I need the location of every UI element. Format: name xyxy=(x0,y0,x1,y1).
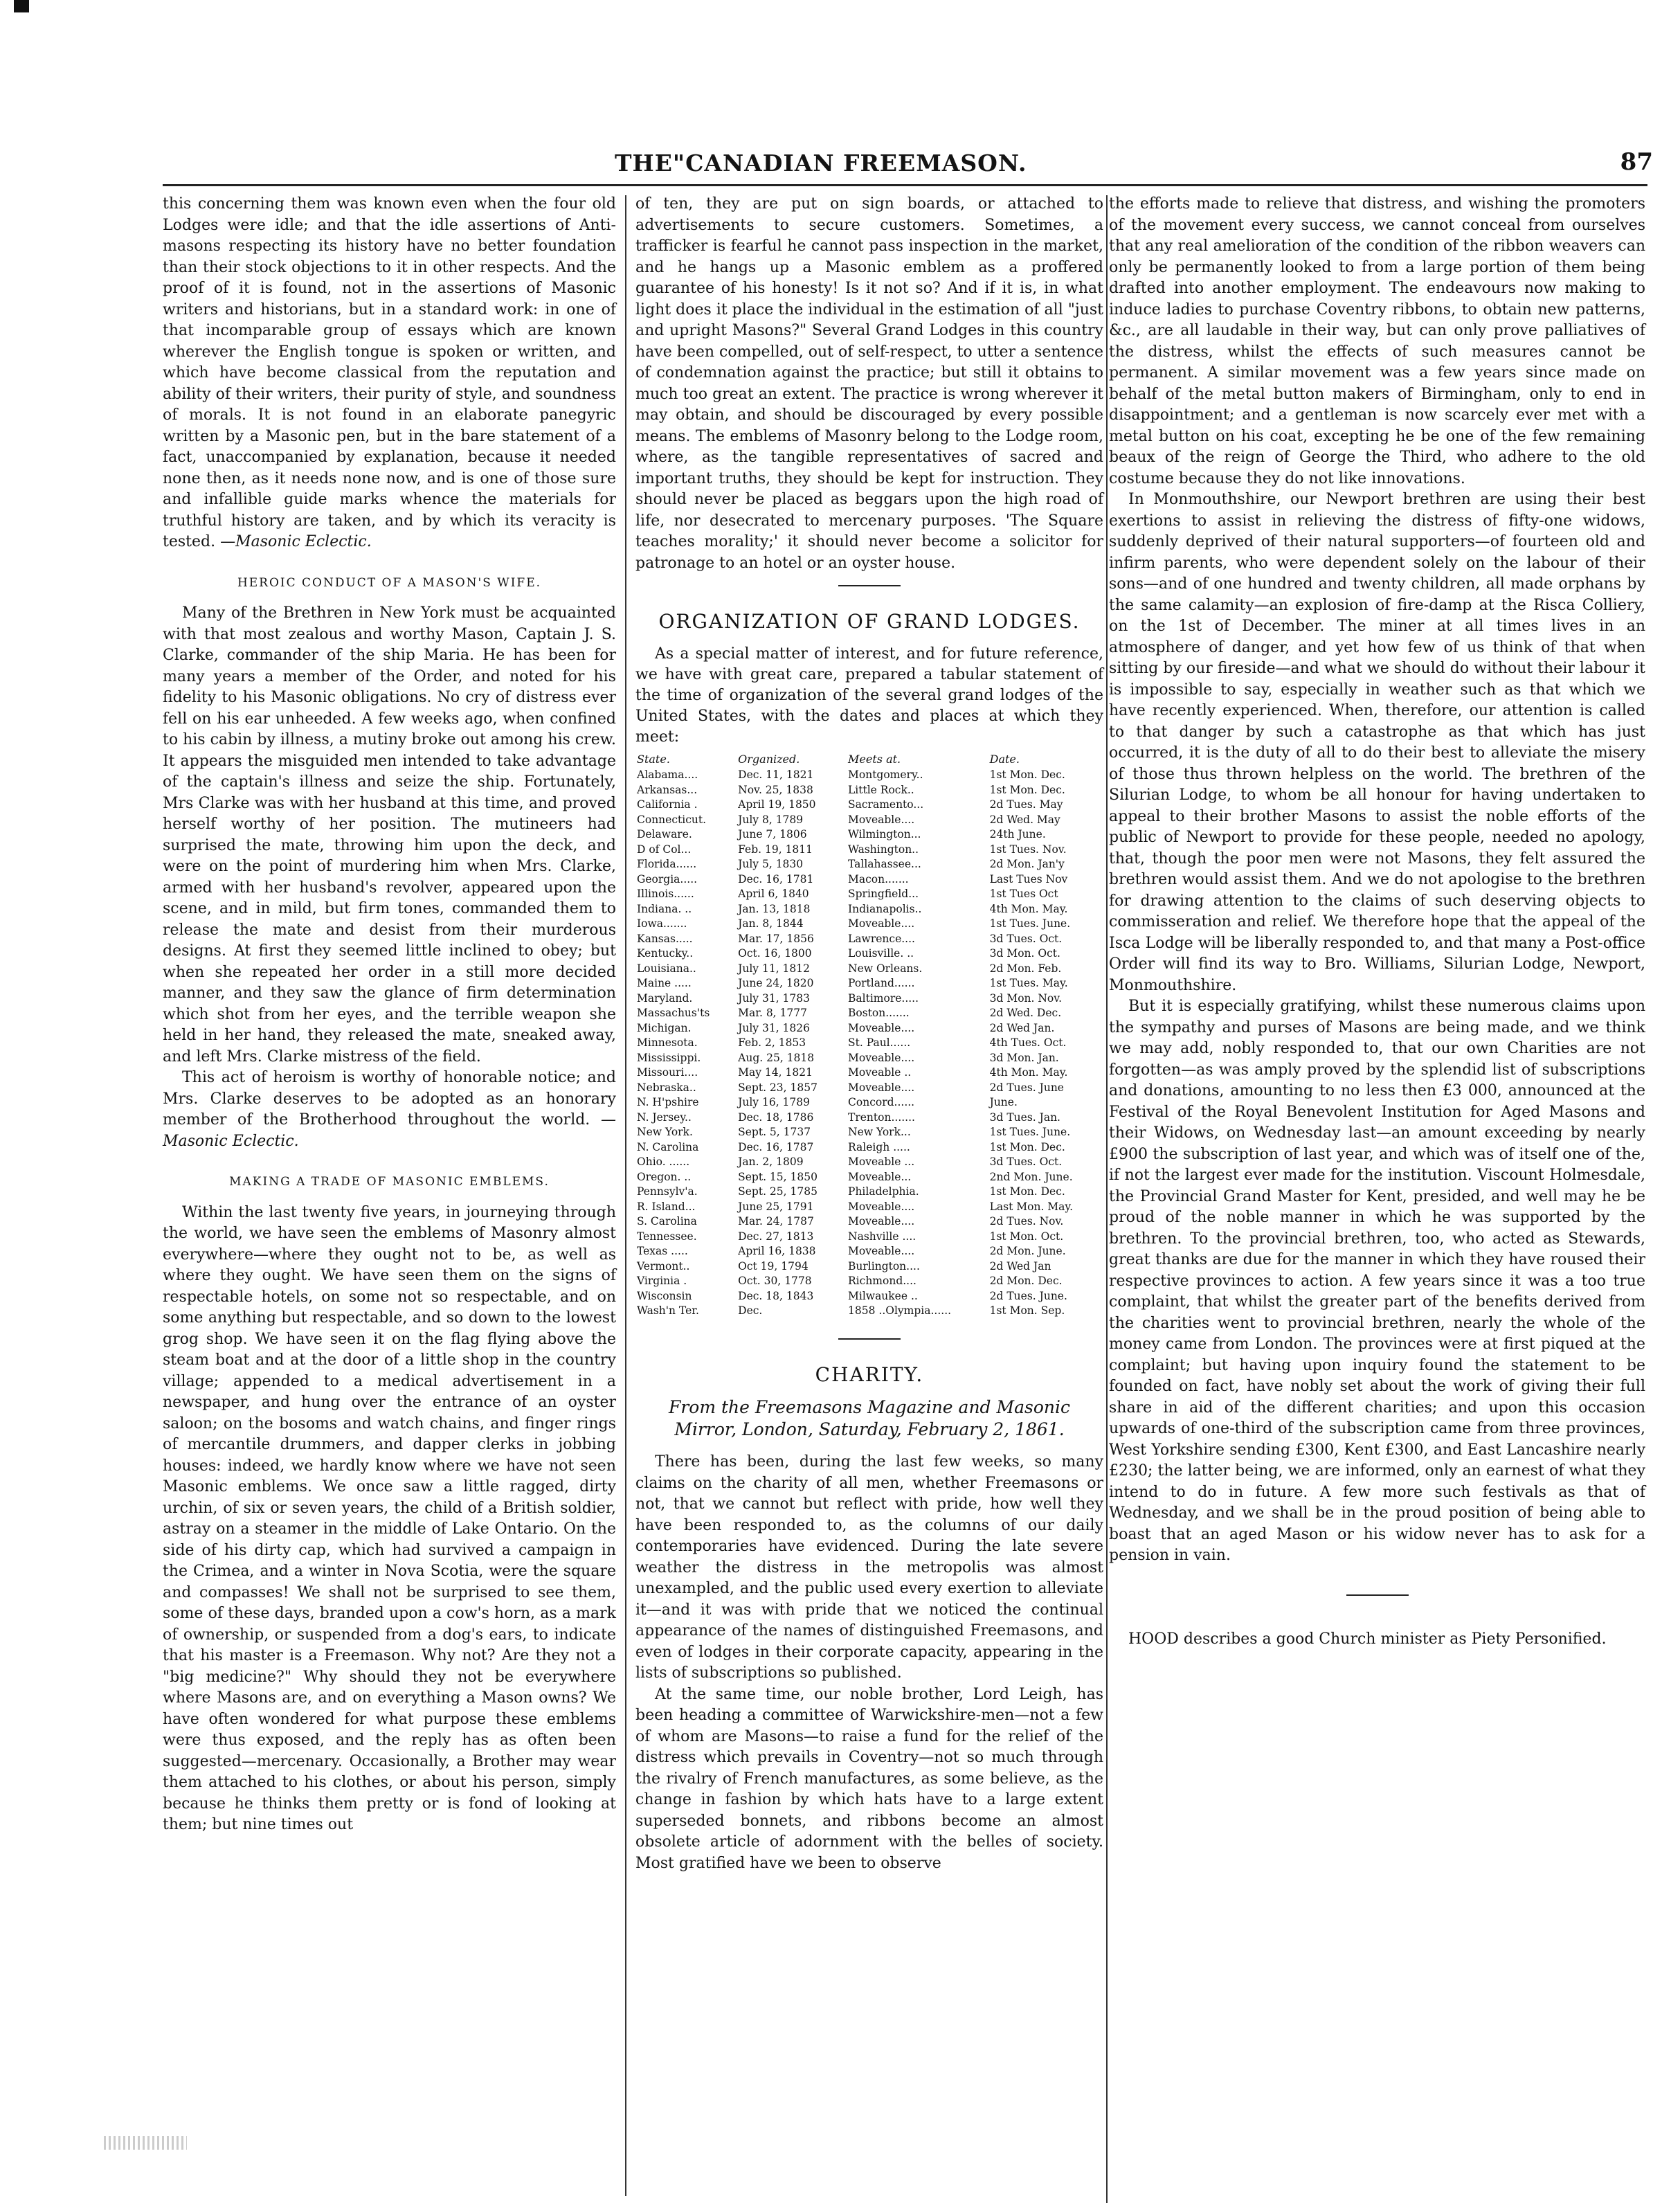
table-cell: St. Paul...... xyxy=(848,1036,911,1049)
table-cell: Little Rock.. xyxy=(848,783,914,796)
paragraph: the efforts made to relieve that distress, and wishing the promoters of the movement every success, we cannot conceal from ourselves that any real amelioration of the condition of the ribbon weavers can only be permanently looked to from a large portion of them being drafted into another employment. The endeavours now making to induce ladies to purchase Coventry ribbons, to obtain new patterns, &c., are all laudable in their way, but can only prove palliatives of the distress, whilst the effects of such measures cannot be permanent. A similar movement was a few years since made on behalf of the metal button makers of Birmingham, only to end in disappointment; and a gentleman is now scarcely ever met with a metal button on his coat, excepting he be one of the few remaining beaux of the reign of George the Third, who adhere to the old costume because they do not like innovations. xyxy=(1109,195,1645,487)
table-cell: Nashville .... xyxy=(848,1230,916,1243)
table-cell: Richmond.... xyxy=(848,1275,916,1287)
printer-mark xyxy=(14,0,29,12)
table-cell: Wash'n Ter. xyxy=(637,1304,699,1317)
table-cell: Dec. 16, 1787 xyxy=(738,1140,814,1153)
table-row xyxy=(635,1095,1103,1111)
table-cell: Illinois...... xyxy=(637,888,694,900)
table-row xyxy=(635,1289,1103,1304)
table-cell: 2d Mon. Feb. xyxy=(989,962,1062,975)
table-cell: Sept. 25, 1785 xyxy=(738,1185,818,1198)
section-heading: MAKING A TRADE OF MASONIC EMBLEMS. xyxy=(229,1175,550,1189)
table-cell: Washington.. xyxy=(848,843,919,856)
table-cell: Montgomery.. xyxy=(848,768,923,781)
table-cell: 3d Mon. Jan. xyxy=(989,1051,1059,1064)
table-cell: Iowa....... xyxy=(637,917,687,930)
table-row xyxy=(635,1170,1103,1185)
table-cell: New Orleans. xyxy=(848,962,923,975)
table-row xyxy=(635,798,1103,813)
table-cell: 2d Wed Jan xyxy=(989,1259,1051,1273)
table-cell: Dec. 18, 1786 xyxy=(738,1111,814,1124)
table-cell: Vermont.. xyxy=(637,1259,690,1273)
table-cell: Tennessee. xyxy=(637,1230,697,1243)
section-divider xyxy=(838,1338,901,1340)
table-cell: April 6, 1840 xyxy=(738,888,809,900)
table-row xyxy=(635,783,1103,798)
paragraph: There has been, during the last few weeks, so many claims on the charity of all men, whether Freemasons or not, that we cannot but reflect with pride, how well they have been responded to, as the columns of our daily contemporaries have evidenced. During the late severe weather the distress in the metropolis was almost unexampled, and the public used every exertion to alleviate it—and it was with pride that we noticed the continual appearance of the names of distinguished Freemasons, and even of lodges in their corporate capacity, appearing in the lists of subscriptions so published. xyxy=(635,1453,1103,1682)
table-row xyxy=(635,1111,1103,1126)
table-row xyxy=(635,887,1103,902)
table-cell: 2d Wed. Dec. xyxy=(989,1007,1062,1019)
table-cell: June 24, 1820 xyxy=(738,977,814,989)
table-row xyxy=(635,1304,1103,1319)
table-cell: Wisconsin xyxy=(637,1289,692,1302)
table-cell: Connecticut. xyxy=(637,813,707,826)
table-cell: 1st Mon. Dec. xyxy=(989,1140,1065,1153)
table-cell: Lawrence.... xyxy=(848,932,915,945)
table-header-row xyxy=(635,752,1103,768)
paragraph: At the same time, our noble brother, Lord Leigh, has been heading a committee of Warwickshire-men—not a few of whom are Masons—to raise a fund for the relief of the distress which prevails in Coventry—not so much through the rivalry of French manufactures, as some believe, as the change in fashion by which hats have to a large extent superseded bonnets, and ribbons become an almost obsolete article of adornment with the belles of society. Most gratified have we been to observe xyxy=(635,1685,1103,1872)
table-cell: 2d Tues. June xyxy=(989,1081,1064,1094)
table-cell: Feb. 2, 1853 xyxy=(738,1036,806,1049)
table-cell: Georgia..... xyxy=(637,872,698,885)
running-title: THE"CANADIAN FREEMASON. xyxy=(615,150,1027,177)
table-cell: Wilmington... xyxy=(848,828,921,840)
page-header xyxy=(615,150,1653,177)
table-cell: Florida...... xyxy=(637,858,697,870)
table-cell: June. xyxy=(989,1096,1018,1108)
table-cell: 3d Mon. Oct. xyxy=(989,947,1060,960)
page-number: 87 xyxy=(1620,148,1653,176)
table-cell: California . xyxy=(637,798,698,811)
table-cell: Concord...... xyxy=(848,1096,915,1108)
table-row xyxy=(635,1259,1103,1275)
table-cell: Moveable... xyxy=(848,1170,912,1183)
table-row xyxy=(635,917,1103,932)
table-cell: 1st Tues. May. xyxy=(989,977,1068,989)
table-cell: June 25, 1791 xyxy=(738,1200,814,1213)
table-cell: July 31, 1826 xyxy=(738,1021,811,1034)
paragraph: Within the last twenty five years, in journeying through the world, we have seen the emblems of Masonry almost everywhere—where they ought not to be, as well as where they ought. We have seen them on the signs of respectable hotels, on some not so respectable, and on some anything but respectable, and so down to the lowest grog shop. We have seen it on the flag flying above the steam boat and at the door of a little shop in the country village; appended to a medical advertisement in a newspaper, and hung over the entrance of an oyster saloon; on the bosoms and watch chains, and finger rings of mercantile drummers, and dapper clerks in jobbing houses: indeed, we hardly know where we have not seen Masonic emblems. We once saw a little ragged, dirty urchin, of six or seven years, the child of a British soldier, astray on a steamer in the middle of Lake Ontario. On the side of his dirty cap, which had survived a campaign in the Crimea, and a winter in Nova Scotia, were the square and compasses! We shall not be surprised to see them, some of these days, branded upon a cow's horn, as a mark of ownership, or suspended from a dog's ears, to indicate that his master is a Freemason. Why not? Are they not a "big medicine?" Why should they not be everywhere where Masons are, and on everything a Mason owns? We have often wondered for what purpose these emblems were thus exposed, and the reply has as often been suggested—mercenary. Occasionally, a Brother may wear them attached to his clothes, or about his person, simply because he thinks them pretty or is fond of looking at them; but nine times out xyxy=(163,1203,616,1833)
table-header-cell: Meets at. xyxy=(848,752,901,766)
paragraph: But it is especially gratifying, whilst these numerous claims upon the sympathy and purses of Masons are being made, and we think we may add, nobly responded to, that our own Charities are not forgotten—as was amply proved by the splendid list of subscriptions and donations, amounting to no less then £3 000, announced at the Festival of the Royal Benevolent Institution for Aged Masons and their Widows, on Wednesday last—an amount exceeding by nearly £900 the subscription of last year, and which was of itself one of the, if not the largest ever made for the institution. Viscount Holmesdale, the Provincial Grand Master for Kent, presided, and well may he be proud of the noble manner in which he was supported by the brethren. To the provincial brethren, too, who acted as Stewards, great thanks are due for the manner in which they have roused their respective provinces to action. A few years since it was a too true complaint, that whilst the greater part of the benefits derived from the charities went to provincial brethren, nearly the whole of the money came from London. The provinces were at first piqued at the complaint; but having upon inquiry found the statement to be founded on fact, have nobly set about the work of giving their full share in aid of the different charities; and upon this occasion upwards of one-third of the subscription came from three provinces, West Yorkshire sending £300, Kent £300, and East Lancashire nearly £230; the latter being, we are informed, only an earnest of what they intend to do in future. A few more such festivals as that of Wednesday, and we shall be in the proud position of being able to boast that an aged Mason or his widow never has to ask for a pension in vain. xyxy=(1109,998,1645,1564)
table-row xyxy=(635,1021,1103,1036)
table-cell: Moveable.... xyxy=(848,917,915,930)
table-cell: Mar. 8, 1777 xyxy=(738,1007,807,1019)
table-cell: Milwaukee .. xyxy=(848,1289,918,1302)
table-header-cell: Date. xyxy=(989,752,1020,766)
table-cell: Indiana. .. xyxy=(637,902,692,915)
table-cell: Baltimore..... xyxy=(848,991,919,1005)
table-cell: Jan. 13, 1818 xyxy=(738,902,811,915)
table-row xyxy=(635,1244,1103,1259)
table-cell: 2d Wed. May xyxy=(989,813,1060,826)
table-cell: Sept. 5, 1737 xyxy=(738,1126,811,1138)
table-cell: Dec. 11, 1821 xyxy=(738,768,814,781)
section-heading: HEROIC CONDUCT OF A MASON'S WIFE. xyxy=(237,575,542,590)
section-divider xyxy=(838,585,901,586)
table-cell: Ohio. ...... xyxy=(637,1156,690,1168)
table-cell: Dec. 27, 1813 xyxy=(738,1230,814,1243)
table-cell: Springfield... xyxy=(848,888,919,900)
table-cell: 1858 ..Olympia...... xyxy=(848,1304,952,1317)
table-row xyxy=(635,946,1103,962)
table-row xyxy=(635,962,1103,977)
table-row xyxy=(635,1200,1103,1215)
table-cell: 2d Wed Jan. xyxy=(989,1021,1055,1034)
table-cell: Moveable.... xyxy=(848,1051,915,1064)
table-cell: Jan. 2, 1809 xyxy=(738,1156,804,1168)
table-row xyxy=(635,991,1103,1007)
table-cell: Tallahassee... xyxy=(848,858,921,870)
table-cell: Moveable.... xyxy=(848,1245,915,1257)
paragraph-text: this concerning them was known even when the four old Lodges were idle; and that the idle assertions of Anti-masons respecting its history have no better foundation than their stock objections to it in other respects. And the proof of it is found, not in the assertions of Masonic writers and historians, but in a standard work: in one of that incomparable group of essays which are known wherever the English tongue is spoken or written, and which have become classical from the reputation and ability of their writers, their purity of style, and soundness of morals. It is not found in an elaborate panegyric written by a Masonic pen, but in the bare statement of a fact, unaccompanied by explanation, because it needed none then, as it needs none now, and is one of those sure and infallible guide marks whence the materials for truthful history are taken, and by which its veracity is tested. xyxy=(163,195,616,550)
table-cell: Sept. 23, 1857 xyxy=(738,1081,818,1094)
source-citation: —Masonic Eclectic. xyxy=(163,1111,616,1150)
table-row xyxy=(635,1230,1103,1245)
table-cell: Dec. 16, 1781 xyxy=(738,872,814,885)
table-cell: Louisiana.. xyxy=(637,962,696,975)
table-cell: Oct. 16, 1800 xyxy=(738,947,812,960)
table-cell: 1st Mon. Dec. xyxy=(989,783,1065,796)
section-divider xyxy=(1346,1594,1409,1596)
table-cell: Texas ..... xyxy=(637,1245,688,1257)
table-cell: 1st Mon. Dec. xyxy=(989,768,1065,781)
table-cell: 1st Tues. June. xyxy=(989,917,1071,930)
table-cell: 3d Mon. Nov. xyxy=(989,991,1063,1005)
table-cell: Last Mon. May. xyxy=(989,1200,1074,1213)
table-cell: Pennsylv'a. xyxy=(637,1185,698,1198)
column-2 xyxy=(635,194,1103,1874)
table-cell: Moveable.... xyxy=(848,1021,915,1034)
table-cell: 4th Mon. May. xyxy=(989,1066,1068,1079)
column-divider-1 xyxy=(625,195,626,2196)
table-cell: Nebraska.. xyxy=(637,1081,696,1094)
source-citation: —Masonic Eclectic. xyxy=(220,533,372,550)
table-row xyxy=(635,1065,1103,1081)
table-cell: 2d Tues. May xyxy=(989,798,1063,811)
table-cell: Dec. xyxy=(738,1304,763,1317)
table-row xyxy=(635,1006,1103,1021)
paragraph: of ten, they are put on sign boards, or attached to advertisements to secure customers. Sometimes, a trafficker is fearful he cannot pass inspection in the market, and he hangs up a Masonic emblem as a proffered guarantee of his honesty! Is it not so? And if it is, in what light does it place the individual in the estimation of all "just and upright Masons?" Several Grand Lodges in this country have been compelled, out of self-respect, to utter a sentence of condemnation against the practice; but still it obtains to much too great an extent. The practice is wrong wherever it may obtain, and should be discouraged by every possible means. The emblems of Masonry belong to the Lodge room, where, as the tangible representatives of sacred and important truths, they should be kept for instruction. They should never be placed as beggars upon the high road of life, nor desecrated to mercenary purposes. 'The Square teaches morality;' it should never become a solicitor for patronage to an hotel or an oyster house. xyxy=(635,195,1103,572)
table-cell: N. H'pshire xyxy=(637,1096,699,1108)
table-cell: 1st Mon. Dec. xyxy=(989,1185,1065,1198)
table-cell: Moveable.... xyxy=(848,1200,915,1213)
table-cell: Louisville. .. xyxy=(848,947,914,960)
table-row xyxy=(635,1125,1103,1140)
section-heading: ORGANIZATION OF GRAND LODGES. xyxy=(658,610,1081,633)
table-row xyxy=(635,932,1103,947)
table-cell: Kansas..... xyxy=(637,932,693,945)
table-cell: 2d Mon. Jan'y xyxy=(989,858,1065,870)
table-cell: Michigan. xyxy=(637,1021,692,1034)
table-cell: N. Jersey.. xyxy=(637,1111,692,1124)
table-header-cell: Organized. xyxy=(738,752,800,766)
table-cell: 4th Tues. Oct. xyxy=(989,1036,1067,1049)
table-cell: Trenton....... xyxy=(848,1111,915,1124)
table-cell: Oregon. .. xyxy=(637,1170,692,1183)
table-cell: July 8, 1789 xyxy=(738,813,804,826)
table-cell: Aug. 25, 1818 xyxy=(738,1051,815,1064)
table-cell: 3d Tues. Oct. xyxy=(989,932,1063,945)
table-cell: Sacramento... xyxy=(848,798,924,811)
table-cell: 3d Tues. Jan. xyxy=(989,1111,1060,1124)
table-cell: Moveable .. xyxy=(848,1066,912,1079)
charity-source: From the Freemasons Magazine and Masonic Mirror, London, Saturday, February 2, 1861. xyxy=(668,1397,1070,1439)
table-cell: Sept. 15, 1850 xyxy=(738,1170,818,1183)
table-cell: Moveable.... xyxy=(848,1081,915,1094)
table-row xyxy=(635,902,1103,917)
column-divider-2 xyxy=(1106,195,1108,2203)
table-cell: 1st Tues. June. xyxy=(989,1126,1071,1138)
table-row xyxy=(635,1155,1103,1170)
table-cell: 2nd Mon. June. xyxy=(989,1170,1073,1183)
table-cell: Philadelphia. xyxy=(848,1185,919,1198)
table-cell: Mississippi. xyxy=(637,1051,701,1064)
table-cell: Jan. 8, 1844 xyxy=(738,917,804,930)
table-cell: R. Island... xyxy=(637,1200,696,1213)
table-cell: New York... xyxy=(848,1126,911,1138)
table-row xyxy=(635,813,1103,828)
table-row xyxy=(635,1185,1103,1200)
paragraph: Many of the Brethren in New York must be acquainted with that most zealous and worthy Mason, Captain J. S. Clarke, commander of the ship Maria. He has been for many years a member of the Order, and noted for his fidelity to his Masonic obligations. No cry of distress ever fell on his ear unheeded. A few weeks ago, when confined to his cabin by illness, a mutiny broke out among his crew. It appears the misguided men intended to take advantage of the captain's illness and seize the ship. Fortunately, Mrs Clarke was with her husband at this time, and proved herself worthy of her position. The mutineers had surprised the mate, throwing him upon the deck, and were on the point of murdering him when Mrs. Clarke, armed with her husband's revolver, appeared upon the scene, and in mild, but firm tones, commanded them to release the mate and desist from their murderous designs. At first they seemed little inclined to obey; but when she repeated her order in a still more decided manner, and they saw the glance of firm determination which shot from her eyes, and the terrible weapon she held in her hand, they released the mate, sneaked away, and left Mrs. Clarke mistress of the field. xyxy=(163,604,616,1065)
table-cell: Mar. 24, 1787 xyxy=(738,1215,814,1228)
table-cell: Minnesota. xyxy=(637,1036,698,1049)
table-row xyxy=(635,1081,1103,1096)
table-cell: Moveable.... xyxy=(848,813,915,826)
table-cell: April 19, 1850 xyxy=(738,798,816,811)
table-cell: July 5, 1830 xyxy=(738,858,804,870)
table-cell: Missouri.... xyxy=(637,1066,698,1079)
column-1 xyxy=(163,194,616,1836)
table-cell: Mar. 17, 1856 xyxy=(738,932,814,945)
table-cell: Maine ..... xyxy=(637,977,692,989)
table-row xyxy=(635,768,1103,783)
table-cell: Arkansas... xyxy=(637,783,698,796)
print-smudge xyxy=(104,2136,187,2150)
table-cell: Nov. 25, 1838 xyxy=(738,783,813,796)
table-row xyxy=(635,872,1103,888)
table-cell: Alabama.... xyxy=(637,768,698,781)
section-heading: CHARITY. xyxy=(815,1363,924,1386)
table-cell: 2d Mon. June. xyxy=(989,1245,1066,1257)
table-cell: Moveable.... xyxy=(848,1215,915,1228)
table-cell: Massachus'ts xyxy=(637,1007,710,1019)
table-cell: June 7, 1806 xyxy=(738,828,807,840)
table-cell: Boston....... xyxy=(848,1007,910,1019)
table-row xyxy=(635,843,1103,858)
table-cell: S. Carolina xyxy=(637,1215,697,1228)
table-cell: Indianapolis.. xyxy=(848,902,922,915)
table-cell: New York. xyxy=(637,1126,693,1138)
table-cell: Last Tues Nov xyxy=(989,872,1068,885)
table-cell: 2d Tues. Nov. xyxy=(989,1215,1064,1228)
paragraph xyxy=(163,194,616,553)
table-cell: Virginia . xyxy=(637,1275,687,1287)
paragraph: In Monmouthshire, our Newport brethren are using their best exertions to assist in relieving the distress of fifty-one widows, suddenly deprived of their natural supporters—of fourteen old and infirm parents, who were dependent solely on the labour of their sons—and of one hundred and twenty children, all made orphans by the same calamity—an explosion of fire-damp at the Risca Colliery, on the 1st of December. The miner at all times lives in an atmosphere of danger, and yet how few of us think of that when sitting by our fireside—and what we should do without their labour it is impossible to say, especially in weather such as that which we have recently experienced. When, therefore, our attention is called to that danger by such a catastrophe as that which has just occurred, it is the duty of all to do their best to alleviate the misery of those thus thrown helpless on the world. The brethren of the Silurian Lodge, to whom be all honour for having undertaken to appeal to their brother Masons to assist the noble efforts of the public of Newport to provide for these people, needed no apology, that, though the poor men were not Masons, they felt assured the brethren would assist them. And we do not apologise to the brethren for drawing attention to the claims of such deserving objects to commisseration and relief. We therefore hope that the appeal of the Isca Lodge will be liberally responded to, and that many a Post-office Order will find its way to Bro. Williams, Silurian Lodge, Newport, Monmouthshire. xyxy=(1109,491,1645,994)
table-cell: Burlington.... xyxy=(848,1259,920,1273)
table-cell: 1st Mon. Sep. xyxy=(989,1304,1065,1317)
table-cell: 24th June. xyxy=(989,828,1046,840)
table-cell: Oct. 30, 1778 xyxy=(738,1275,812,1287)
paragraph: As a special matter of interest, and for future reference, we have with great care, prepared a tabular statement of the time of organization of the several grand lodges of the United States, with the dates and places at which they meet: xyxy=(635,645,1103,746)
table-cell: 3d Tues. Oct. xyxy=(989,1156,1063,1168)
table-cell: D of Col... xyxy=(637,843,692,856)
table-cell: Macon....... xyxy=(848,872,909,885)
table-row xyxy=(635,1214,1103,1230)
table-cell: 4th Mon. May. xyxy=(989,902,1068,915)
table-cell: Moveable ... xyxy=(848,1156,915,1168)
table-row xyxy=(635,976,1103,991)
table-cell: 1st Tues Oct xyxy=(989,888,1058,900)
table-cell: July 31, 1783 xyxy=(738,991,811,1005)
table-cell: Kentucky.. xyxy=(637,947,694,960)
table-row xyxy=(635,1274,1103,1289)
column-3 xyxy=(1109,194,1645,1650)
table-cell: July 16, 1789 xyxy=(738,1096,811,1108)
table-row xyxy=(635,1036,1103,1051)
table-cell: 1st Mon. Oct. xyxy=(989,1230,1064,1243)
table-cell: Dec. 18, 1843 xyxy=(738,1289,814,1302)
table-cell: 2d Mon. Dec. xyxy=(989,1275,1063,1287)
table-cell: Portland...... xyxy=(848,977,915,989)
grand-lodges-table xyxy=(635,752,1103,1319)
table-cell: May 14, 1821 xyxy=(738,1066,813,1079)
table-cell: Oct 19, 1794 xyxy=(738,1259,809,1273)
table-cell: Feb. 19, 1811 xyxy=(738,843,813,856)
table-cell: 1st Tues. Nov. xyxy=(989,843,1067,856)
table-cell: Raleigh ..... xyxy=(848,1140,910,1153)
table-cell: N. Carolina xyxy=(637,1140,699,1153)
table-cell: July 11, 1812 xyxy=(738,962,811,975)
table-header-cell: State. xyxy=(637,752,670,766)
table-cell: 2d Tues. June. xyxy=(989,1289,1067,1302)
table-row xyxy=(635,1140,1103,1156)
header-rule xyxy=(163,184,1647,186)
paragraph-text: This act of heroism is worthy of honorable notice; and Mrs. Clarke deserves to be adopted as an honorary member of the Brotherhood throughout the world. xyxy=(163,1069,616,1129)
table-cell: Delaware. xyxy=(637,828,692,840)
table-row xyxy=(635,827,1103,843)
table-row xyxy=(635,857,1103,872)
table-cell: Maryland. xyxy=(637,991,693,1005)
table-body xyxy=(635,768,1103,1319)
table-cell: April 16, 1838 xyxy=(738,1245,816,1257)
closing-note: HOOD describes a good Church minister as Piety Personified. xyxy=(1128,1630,1607,1648)
paragraph xyxy=(163,1068,616,1152)
table-row xyxy=(635,1051,1103,1066)
